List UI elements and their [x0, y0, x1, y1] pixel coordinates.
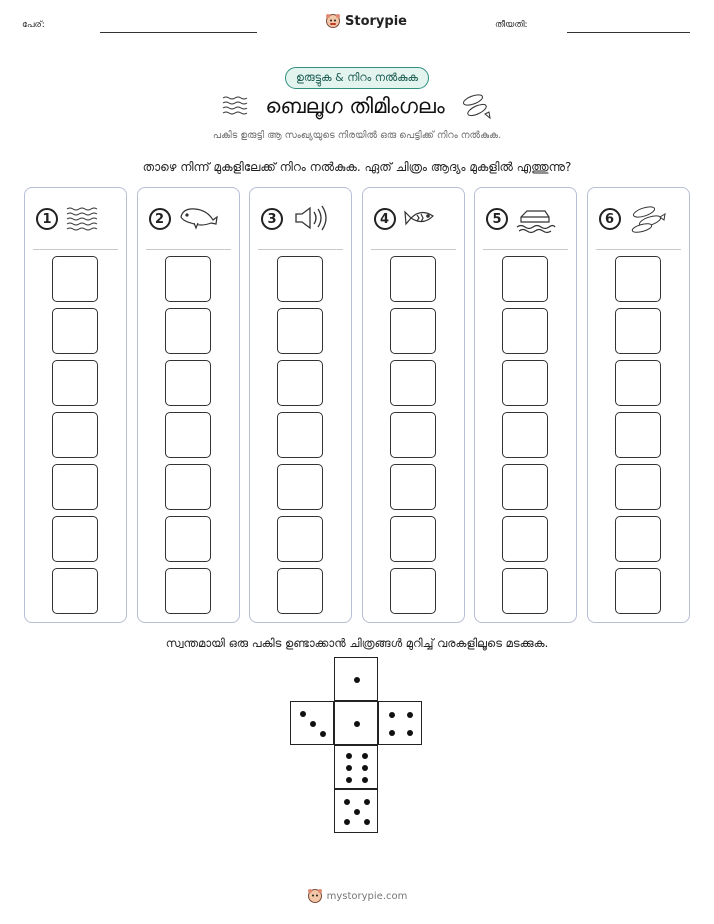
- dice-pip: [346, 777, 352, 783]
- footer-url: mystorypie.com: [326, 890, 408, 902]
- color-box[interactable]: [615, 412, 661, 458]
- brand-name: Storypie: [345, 13, 407, 29]
- color-box[interactable]: [165, 412, 211, 458]
- instruction: താഴെ നിന്ന് മുകളിലേക്ക് നിറം നൽകുക. ഏത് ചിത്രം ആദ്യം മുകളിൽ എത്തുന്നു?: [142, 160, 572, 174]
- color-box[interactable]: [615, 256, 661, 302]
- color-box[interactable]: [52, 256, 98, 302]
- dice-pip: [364, 819, 370, 825]
- dice-pip: [346, 753, 352, 759]
- column-number: 1: [36, 208, 58, 230]
- ice-floe-icon: [515, 203, 557, 235]
- color-box[interactable]: [502, 308, 548, 354]
- dice-pip: [407, 730, 413, 736]
- beluga-pod-icon: [459, 90, 493, 122]
- dice-pip: [389, 730, 395, 736]
- date-line[interactable]: [567, 32, 690, 33]
- column-2: [137, 187, 240, 623]
- color-box[interactable]: [390, 308, 436, 354]
- column-5: [474, 187, 577, 623]
- column-number: 6: [599, 208, 621, 230]
- column-1: [24, 187, 127, 623]
- dice-pip: [362, 753, 368, 759]
- fish-icon: [403, 203, 445, 235]
- color-box[interactable]: [615, 568, 661, 614]
- dice-pip: [354, 677, 360, 683]
- column-6: [587, 187, 690, 623]
- dice-face-4: [378, 701, 422, 745]
- color-box[interactable]: [390, 568, 436, 614]
- color-box[interactable]: [502, 516, 548, 562]
- storypie-mascot-icon: [307, 888, 323, 904]
- color-box[interactable]: [502, 568, 548, 614]
- date-label: തീയതി:: [495, 20, 528, 30]
- column-divider: [483, 249, 568, 250]
- color-box[interactable]: [52, 360, 98, 406]
- dice-pip: [389, 712, 395, 718]
- color-box[interactable]: [165, 568, 211, 614]
- color-box[interactable]: [165, 360, 211, 406]
- dice-pip: [344, 819, 350, 825]
- color-box[interactable]: [390, 412, 436, 458]
- dice-face-5: [334, 789, 378, 833]
- dice-pip: [300, 711, 306, 717]
- color-box[interactable]: [615, 464, 661, 510]
- color-box[interactable]: [277, 256, 323, 302]
- dice-face-1: [334, 701, 378, 745]
- color-box[interactable]: [502, 464, 548, 510]
- beluga-pod-icon: [628, 203, 670, 235]
- column-number: 4: [374, 208, 396, 230]
- dice-face-3: [290, 701, 334, 745]
- color-box[interactable]: [277, 412, 323, 458]
- color-box[interactable]: [52, 412, 98, 458]
- column-divider: [146, 249, 231, 250]
- footer: [307, 888, 408, 904]
- ice-water-icon: [65, 203, 107, 235]
- page-title: ബെലൂഗ തിമിംഗലം: [265, 93, 445, 118]
- sound-icon: [290, 203, 332, 235]
- color-box[interactable]: [277, 568, 323, 614]
- ice-water-icon: [221, 93, 251, 119]
- color-box[interactable]: [390, 516, 436, 562]
- color-box[interactable]: [165, 464, 211, 510]
- beluga-icon: [178, 203, 220, 235]
- column-number: 3: [261, 208, 283, 230]
- color-box[interactable]: [277, 464, 323, 510]
- color-box[interactable]: [615, 360, 661, 406]
- color-box[interactable]: [165, 256, 211, 302]
- storypie-mascot-icon: [325, 13, 341, 29]
- subtitle: പകിട ഉരുട്ടി ആ സംഖ്യയുടെ നിരയിൽ ഒരു പെട്ടിക്ക് നിറം നൽകുക.: [212, 130, 502, 141]
- color-box[interactable]: [277, 516, 323, 562]
- column-divider: [258, 249, 343, 250]
- color-box[interactable]: [52, 516, 98, 562]
- color-box[interactable]: [502, 360, 548, 406]
- column-number: 2: [149, 208, 171, 230]
- color-box[interactable]: [165, 308, 211, 354]
- color-box[interactable]: [615, 308, 661, 354]
- activity-badge: ഉരുട്ടുക & നിറം നൽകുക: [285, 67, 429, 89]
- name-line[interactable]: [100, 32, 257, 33]
- column-4: [362, 187, 465, 623]
- column-divider: [371, 249, 456, 250]
- color-box[interactable]: [390, 256, 436, 302]
- dice-face-1: [334, 657, 378, 701]
- dice-pip: [346, 765, 352, 771]
- dice-pip: [362, 765, 368, 771]
- column-divider: [596, 249, 681, 250]
- color-box[interactable]: [390, 360, 436, 406]
- color-box[interactable]: [52, 568, 98, 614]
- dice-pip: [320, 731, 326, 737]
- name-label: പേര്:: [22, 20, 45, 30]
- color-box[interactable]: [502, 412, 548, 458]
- column-divider: [33, 249, 118, 250]
- color-box[interactable]: [277, 360, 323, 406]
- dice-instruction: സ്വന്തമായി ഒരു പകിട ഉണ്ടാക്കാൻ ചിത്രങ്ങൾ മുറിച്ച് വരകളിലൂടെ മടക്കുക.: [165, 636, 549, 650]
- dice-pip: [310, 721, 316, 727]
- color-box[interactable]: [52, 464, 98, 510]
- column-3: [249, 187, 352, 623]
- dice-pip: [344, 799, 350, 805]
- column-number: 5: [486, 208, 508, 230]
- color-box[interactable]: [277, 308, 323, 354]
- dice-face-6: [334, 745, 378, 789]
- dice-pip: [354, 721, 360, 727]
- dice-pip: [364, 799, 370, 805]
- dice-pip: [354, 809, 360, 815]
- brand-logo: [325, 13, 407, 29]
- color-box[interactable]: [165, 516, 211, 562]
- color-box[interactable]: [52, 308, 98, 354]
- color-box[interactable]: [390, 464, 436, 510]
- dice-pip: [362, 777, 368, 783]
- color-box[interactable]: [502, 256, 548, 302]
- dice-pip: [407, 712, 413, 718]
- color-box[interactable]: [615, 516, 661, 562]
